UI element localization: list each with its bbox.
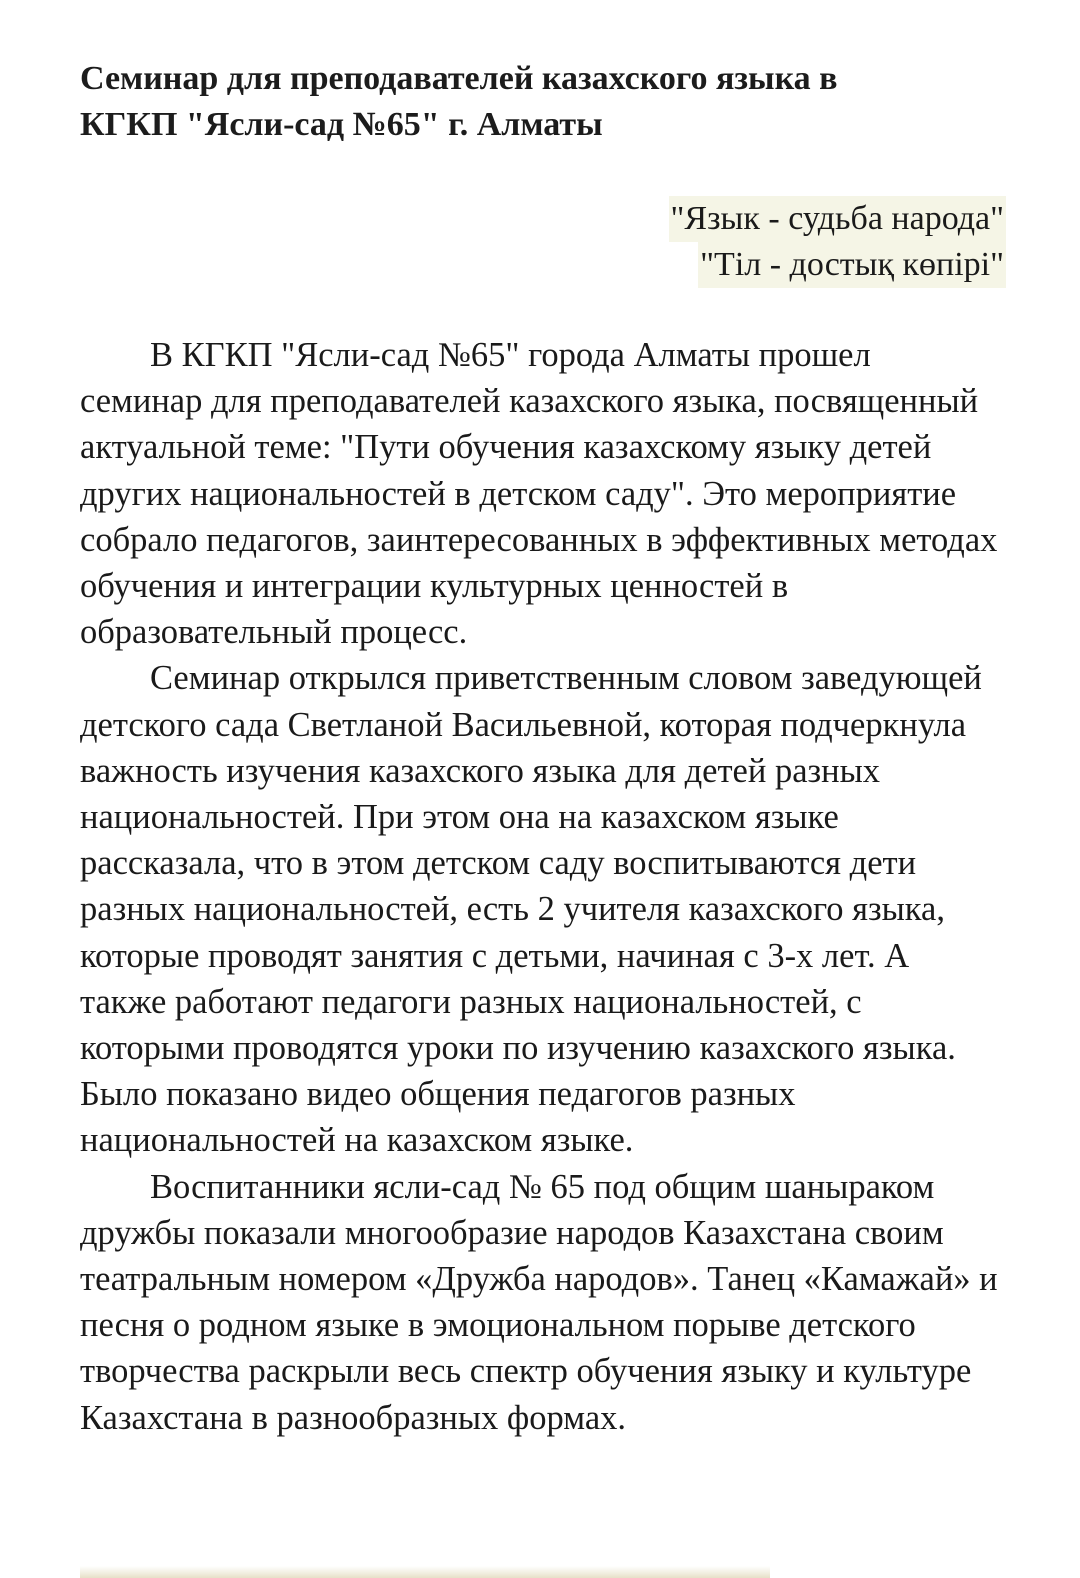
paragraph-3: Воспитанники ясли-сад № 65 под общим шаныраком дружбы показали многообразие народов Казахстана своим театральным номером «Дружба народов». Танец «Камажай» и песня о родном языке в эмоциональном порыве детского творчества раскрыли весь спектр обучения языку и культуре Казахстана в разнообразных формах. <box>80 1167 998 1437</box>
title-line-2: КГКП "Ясли-сад №65" г. Алматы <box>80 106 603 143</box>
image-edge-strip <box>80 1566 770 1578</box>
paragraph-1: В КГКП "Ясли-сад №65" города Алматы прошел семинар для преподавателей казахского языка, посвященный актуальной теме: "Пути обучения казахскому языку детей других национальностей в детском саду". Это мероприятие собрало педагогов, заинтересованных в эффективных методах обучения и интеграции культурных ценностей в образовательный процесс. <box>80 336 998 652</box>
epigraph-line-1: "Язык - судьба народа" <box>669 196 1006 242</box>
title-line-1: Семинар для преподавателей казахского языка в <box>80 60 838 97</box>
paragraph-2: Семинар открылся приветственным словом заведующей детского сада Светланой Васильевной, которая подчеркнула важность изучения казахского языка для детей разных национальностей. При этом она на казахском языке рассказала, что в этом детском саду воспитываются дети разных национальностей, есть 2 учителя казахского языка, которые проводят занятия с детьми, начиная с 3-х лет. А также работают педагоги разных национальностей, с которыми проводятся уроки по изучению казахского языка. Было показано видео общения педагогов разных национальностей на казахском языке. <box>80 659 982 1160</box>
epigraph-line-2: "Тіл - достық көпірі" <box>698 242 1006 288</box>
document-page <box>80 56 1004 1441</box>
epigraph <box>80 196 1006 288</box>
article-body <box>80 332 1000 1441</box>
document-title <box>80 56 1000 148</box>
